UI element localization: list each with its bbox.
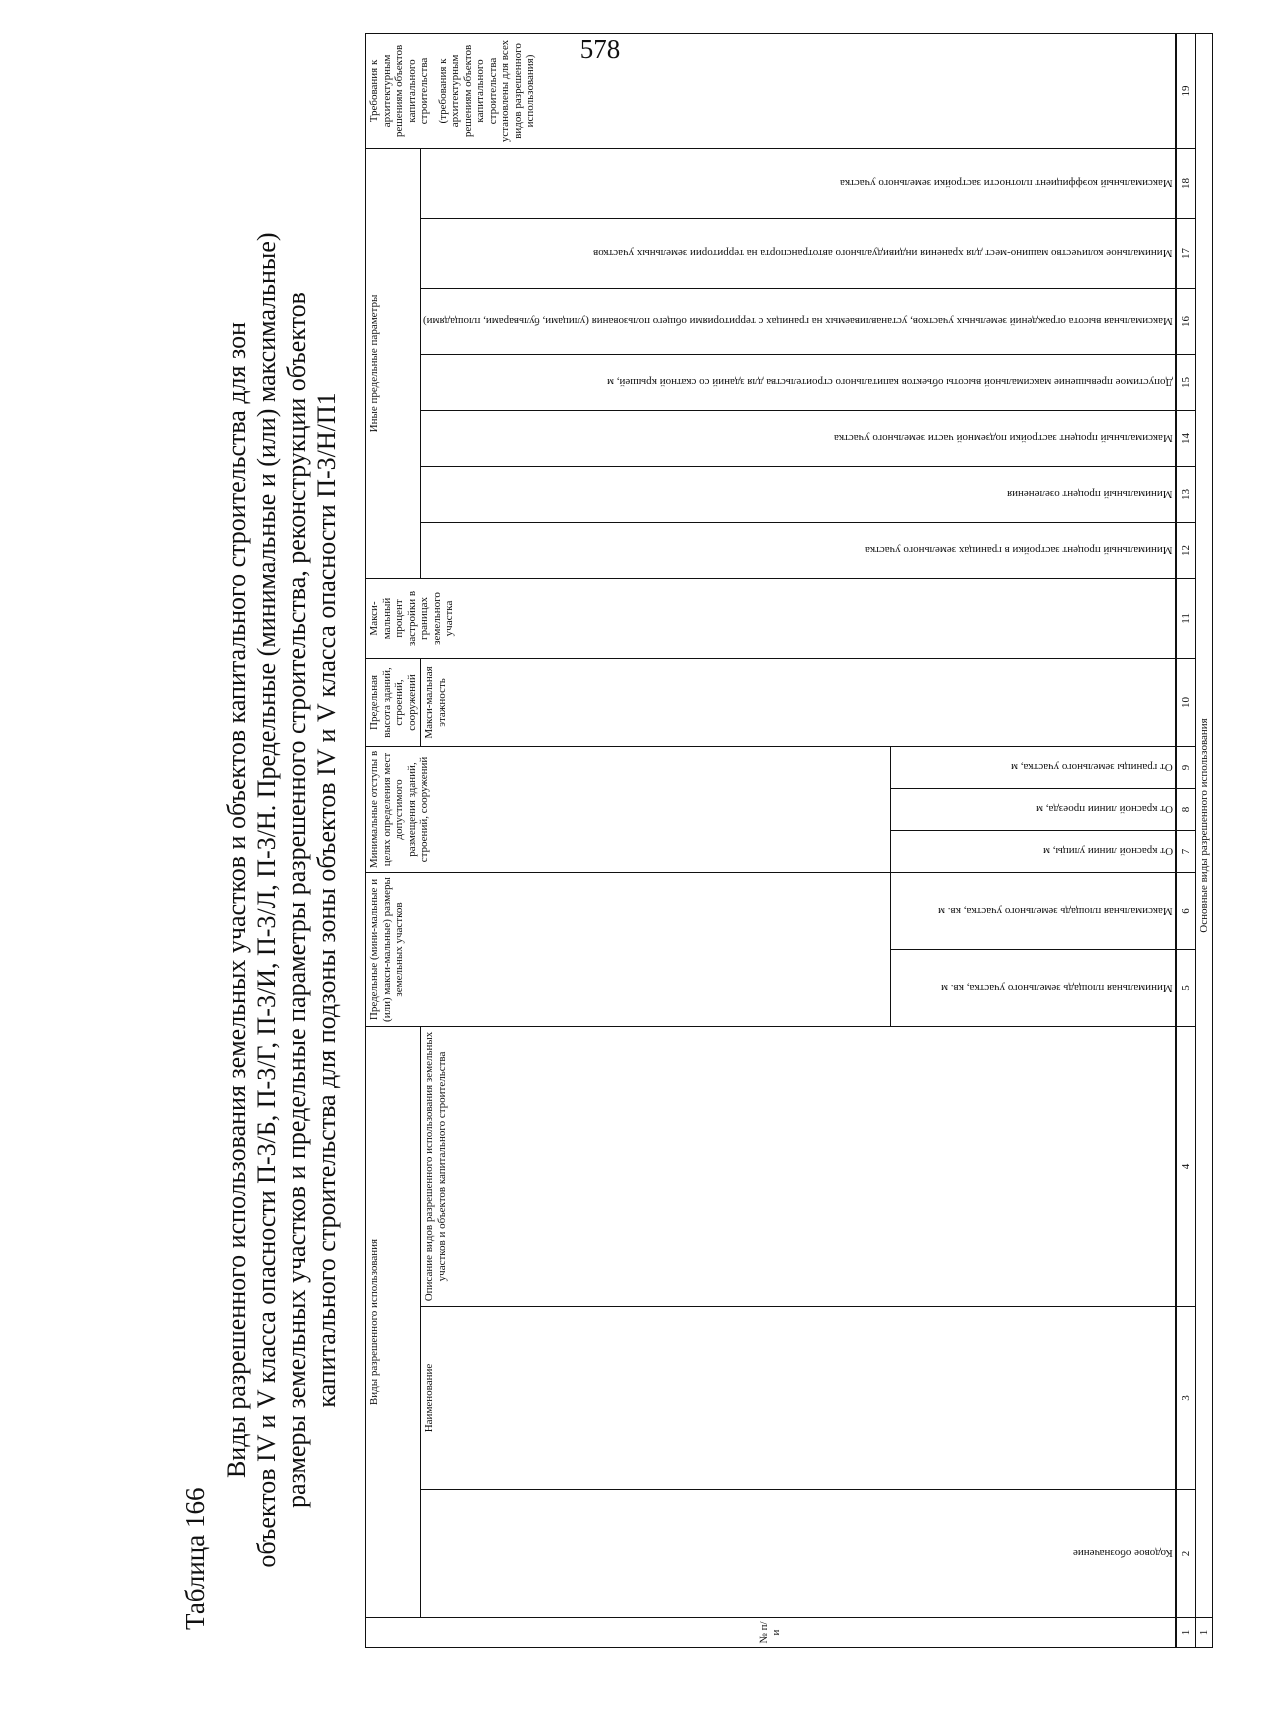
header-height-excess: Допустимое превышение максимальной высоты объектов капитального строительства для зданий со скатной крышей, м xyxy=(421,354,1176,410)
header-fence-height: Максимальная высота ограждений земельных участков, устанавливаемых на границах с территориями общего пользования (улицами, бульварами, площадями) xyxy=(421,288,1176,354)
header-max-floors: Макси-мальная этажность xyxy=(421,658,1176,746)
header-min-area: Минимальная площадь земельного участка, кв. м xyxy=(890,950,1176,1027)
header-no: № п/и xyxy=(366,1618,1176,1648)
header-code: Кодовое обозначение xyxy=(421,1490,1176,1618)
col-num-2: 2 xyxy=(1176,1490,1196,1618)
header-name: Наименование xyxy=(421,1307,1176,1490)
col-num-9: 9 xyxy=(1176,746,1196,788)
header-max-underground: Максимальный процент застройки подземной части земельного участка xyxy=(421,410,1176,466)
section-row-main-uses xyxy=(1195,33,1212,1647)
header-min-coverage: Минимальный процент застройки в границах земельного участка xyxy=(421,522,1176,578)
col-num-7: 7 xyxy=(1176,831,1196,873)
col-num-15: 15 xyxy=(1176,354,1196,410)
header-sizes-group: Предельные (мини-мальные и (или) макси-мальные) размеры земельных участков xyxy=(366,873,891,1027)
header-vri-group: Виды разрешенного использования xyxy=(366,1027,421,1618)
heading-line-2: объектов IV и V класса опасности П-3/Б, П-3/Г, П-3/И, П-3/Л, П-3/Н. Предельные (минимальные и (или) максимальные) xyxy=(252,232,281,1568)
col-num-12: 12 xyxy=(1176,522,1196,578)
header-from-passage: От красной линии проезда, м xyxy=(890,789,1176,831)
col-num-1: 1 xyxy=(1176,1618,1196,1648)
col-num-13: 13 xyxy=(1176,466,1196,522)
parameters-table xyxy=(365,33,1213,1648)
header-parking: Минимальное количество машино-мест для хранения индивидуального автотранспорта на территории земельных участков xyxy=(421,218,1176,288)
col-num-14: 14 xyxy=(1176,410,1196,466)
table-heading xyxy=(222,200,342,1600)
heading-line-1: Виды разрешенного использования земельных участков и объектов капитального строительства для зон xyxy=(222,321,251,1479)
header-from-boundary: От границы земельного участка, м xyxy=(890,746,1176,788)
col-num-6: 6 xyxy=(1176,873,1196,950)
header-max-coverage: Макси-мальный процент застройки в границах земельного участка xyxy=(366,578,1176,658)
header-max-area: Максимальная площадь земельного участка, кв. м xyxy=(890,873,1176,950)
section-row-number: 1 xyxy=(1195,1618,1212,1648)
arch-req-note: (требования к архитектурным решениям объектов капитального строительства установлены для всех видов разрешенного использования) xyxy=(436,39,536,143)
col-num-16: 16 xyxy=(1176,288,1196,354)
col-num-18: 18 xyxy=(1176,148,1196,218)
col-num-4: 4 xyxy=(1176,1027,1196,1307)
heading-line-4: капитального строительства для подзоны зоны объектов IV и V класса опасности П-3/Н/П1 xyxy=(312,392,341,1408)
col-num-5: 5 xyxy=(1176,950,1196,1027)
header-setbacks-group: Минимальные отступы в целях определения мест допустимого размещения зданий, строений, сооружений xyxy=(366,746,891,872)
col-num-8: 8 xyxy=(1176,789,1196,831)
header-height-group: Предельная высота зданий, строений, сооружений xyxy=(366,658,421,746)
section-row-label: Основные виды разрешенного использования xyxy=(1195,33,1212,1617)
col-num-11: 11 xyxy=(1176,578,1196,658)
heading-line-3: размеры земельных участков и предельные параметры разрешенного строительства, реконструкции объектов xyxy=(282,292,311,1508)
header-density: Максимальный коэффициент плотности застройки земельного участка xyxy=(421,148,1176,218)
header-arch-req xyxy=(366,33,1176,148)
header-from-street: От красной линии улицы, м xyxy=(890,831,1176,873)
arch-req-title: Требования к архитектурным решениям объектов капитального строительства xyxy=(368,44,430,138)
page-number: 578 xyxy=(579,34,621,64)
col-num-17: 17 xyxy=(1176,218,1196,288)
header-description: Описание видов разрешенного использования земельных участков и объектов капитального строительства xyxy=(421,1027,1176,1307)
col-num-10: 10 xyxy=(1176,658,1196,746)
col-num-19: 19 xyxy=(1176,33,1196,148)
header-other-group: Иные предельные параметры xyxy=(366,148,421,578)
table-label: Таблица 166 xyxy=(180,1487,210,1630)
col-num-3: 3 xyxy=(1176,1307,1196,1490)
header-min-greening: Минимальный процент озеленения xyxy=(421,466,1176,522)
column-numbers-row xyxy=(1176,33,1196,1647)
